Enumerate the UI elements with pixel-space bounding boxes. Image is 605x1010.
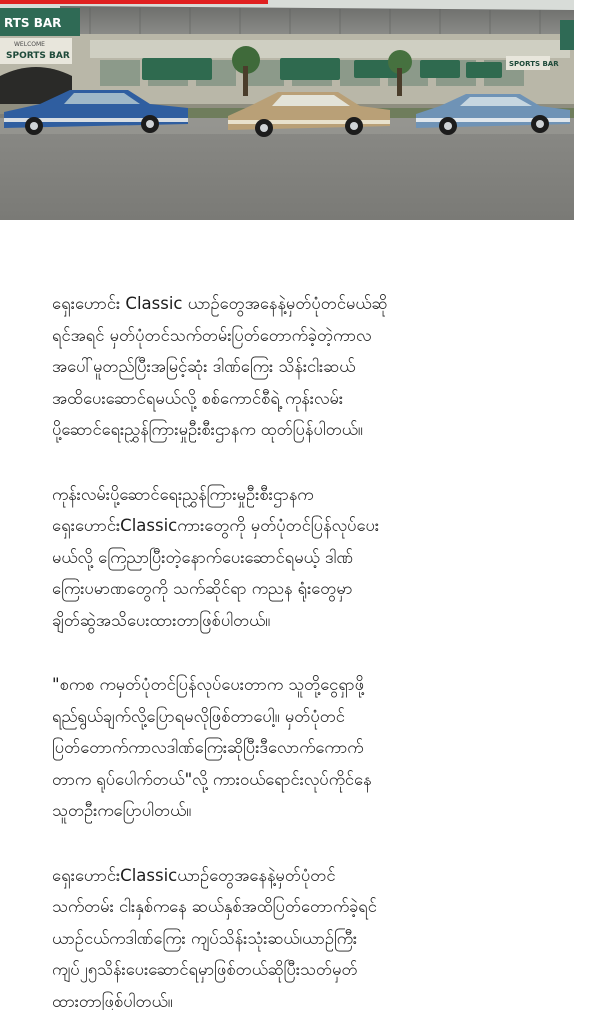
paragraph-4 (52, 860, 572, 1010)
paragraph-line: ရှေးဟောင်းClassicယာဉ်တွေအနေနဲ့မှတ်ပုံတင် (52, 865, 336, 885)
paragraph-line: သူတဦးကပြောပါတယ်။ (52, 801, 192, 820)
paragraph-2 (52, 479, 572, 637)
paragraph-line: သက်တမ်း ငါးနှစ်ကနေ ဆယ်နှစ်အထိပြတ်တောက်ခဲ့ရင် (52, 897, 377, 916)
paragraph-line: ရည်ရွယ်ချက်လို့ပြောရမလိုဖြစ်တာပေါ့။ မှတ်ပုံတင် (52, 706, 345, 726)
paragraph-line: ယာဉ်ငယ်ကဒါဏ်ကြေး ကျပ်သိန်းသုံးဆယ်၊ယာဉ်ကြီး (52, 928, 358, 948)
paragraph-line: ရှေးဟောင်း Classic ယာဉ်တွေအနေနဲ့မှတ်ပုံတင်မယ်ဆို (52, 294, 388, 313)
paragraph-line: ကုန်းလမ်းပို့ဆောင်ရေးညွှန်ကြားမှုဦးစီးဌာနက (52, 484, 314, 504)
sign-sports-bar-left-text: SPORTS BAR (6, 51, 70, 61)
paragraph-line: "စကစ ကမှတ်ပုံတင်ပြန်လုပ်ပေးတာက သူတို့ငွေရှာဖို့ (52, 675, 365, 694)
street-scene-image (0, 0, 574, 220)
sign-bar-text: RTS BAR (4, 16, 62, 30)
paragraph-3 (52, 669, 572, 827)
paragraph-line: ကျပ်၂၅သိန်းပေးဆောင်ရမှာဖြစ်တယ်ဆိုပြီးသတ်မှတ် (52, 960, 358, 979)
header-photo (0, 0, 574, 220)
paragraph-line: ချိတ်ဆွဲအသိပေးထားတာဖြစ်ပါတယ်။ (52, 610, 271, 630)
paragraph-line: အထိပေးဆောင်ရမယ်လို့ စစ်ကောင်စီရဲ့ ကုန်းလမ်း (52, 388, 344, 408)
paragraph-line: ကြေးပမာဏတွေကို သက်ဆိုင်ရာ ကညန ရုံးတွေမှာ (52, 579, 353, 598)
paragraph-line: ထားတာဖြစ်ပါတယ်။ (52, 991, 173, 1010)
paragraph-line: ရှေးဟောင်းClassicကားတွေကို မှတ်ပုံတင်ပြန်လုပ်ပေး (52, 516, 380, 535)
paragraph-line: ပို့ဆောင်ရေးညွှန်ကြားမှုဦးစီးဌာနက ထုတ်ပြန်ပါတယ်။ (52, 420, 363, 439)
progress-accent-bar (0, 0, 268, 4)
paragraph-line: တာက ရုပ်ပေါက်တယ်"လို့ ကားဝယ်ရောင်းလုပ်ကိုင်နေ (52, 769, 372, 789)
paragraph-line: ရင်အရင် မှတ်ပုံတင်သက်တမ်းပြတ်တောက်ခဲ့တဲ့ကာလ (52, 325, 372, 345)
article-body (52, 288, 572, 1010)
paragraph-line: ပြတ်တောက်ကာလဒါဏ်ကြေးဆိုပြီးဒီလောက်ကောက် (52, 738, 364, 757)
sign-sports-bar-right-text: SPORTS BAR (509, 60, 559, 68)
paragraph-1 (52, 288, 572, 446)
paragraph-line: အပေါ်မူတည်ပြီးအမြင့်ဆုံး ဒါဏ်ကြေး သိန်းငါးဆယ် (52, 357, 356, 376)
paragraph-line: မယ်လို့ ကြေညာပြီးတဲ့နောက်ပေးဆောင်ရမယ့် ဒါဏ် (52, 547, 353, 567)
sign-welcome-text: WELCOME (14, 41, 45, 48)
